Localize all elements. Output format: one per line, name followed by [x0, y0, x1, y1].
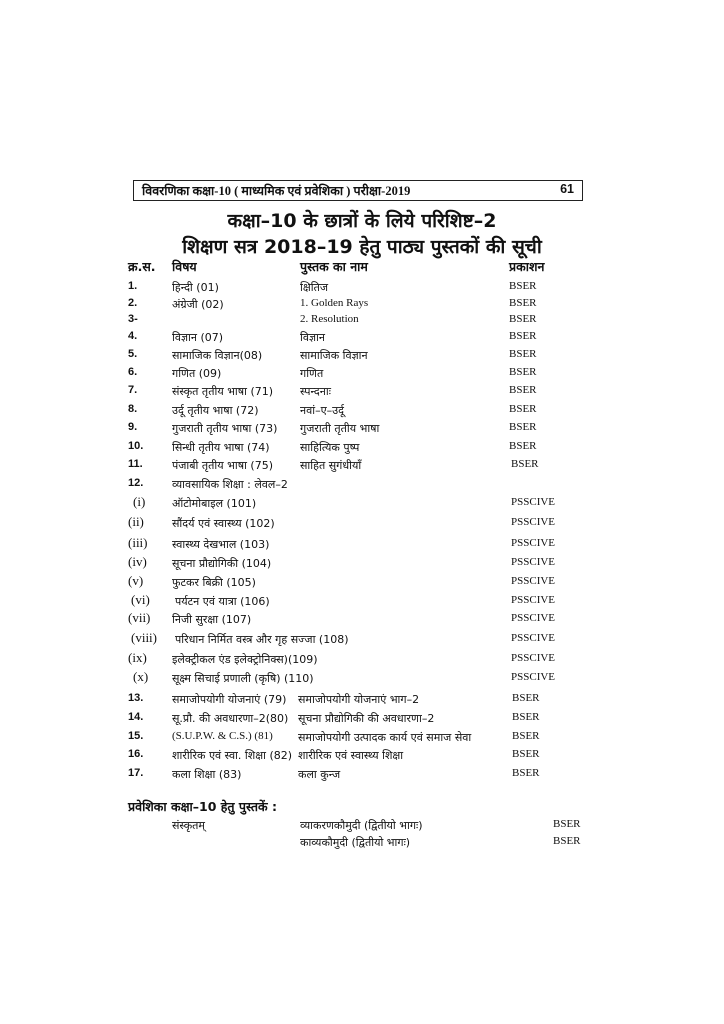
vocational-publisher: PSSCIVE — [511, 612, 556, 624]
vocational-publisher: PSSCIVE — [511, 632, 556, 644]
row-book-name: कला कुन्ज — [298, 768, 341, 781]
vocational-serial-number: (ix) — [128, 650, 147, 665]
vocational-publisher: PSSCIVE — [511, 652, 556, 664]
row-publisher: BSER — [509, 384, 537, 396]
vocational-serial-number: (v) — [128, 573, 144, 588]
vocational-publisher: PSSCIVE — [511, 575, 556, 587]
vocational-subject: सौंदर्य एवं स्वास्थ्य (102) — [172, 517, 275, 530]
row-publisher: BSER — [511, 458, 539, 470]
vocational-serial-number: (iii) — [128, 535, 148, 550]
row-publisher: BSER — [509, 348, 537, 360]
row-publisher: BSER — [509, 403, 537, 415]
vocational-subject: फुटकर बिक्री (105) — [172, 576, 256, 589]
row-subject: अंग्रेजी (02) — [172, 298, 224, 311]
row-serial-number: 11. — [128, 458, 143, 470]
column-header-subject: विषय — [172, 259, 197, 274]
row-serial-number: 2. — [128, 297, 138, 309]
row-publisher: BSER — [509, 366, 537, 378]
row-serial-number: 17. — [128, 767, 144, 779]
vocational-serial-number: (vi) — [131, 592, 150, 607]
row-serial-number: 9. — [128, 421, 138, 433]
row-book-name: गुजराती तृतीय भाषा — [300, 422, 380, 435]
vocational-publisher: PSSCIVE — [511, 537, 556, 549]
row-subject: कला शिक्षा (83) — [172, 768, 242, 781]
row-serial-number: 7. — [128, 384, 138, 396]
row-publisher: BSER — [512, 730, 540, 742]
row-subject: गुजराती तृतीय भाषा (73) — [172, 422, 278, 435]
row-serial-number: 6. — [128, 366, 138, 378]
row-publisher: BSER — [509, 421, 537, 433]
vocational-serial-number: (x) — [133, 669, 149, 684]
row-publisher: BSER — [509, 440, 537, 452]
row-book-name: साहित सुगंधीयाँ — [300, 459, 362, 472]
row-serial-number: 1. — [128, 280, 138, 292]
vocational-serial-number: (viii) — [131, 630, 157, 645]
running-header — [133, 180, 583, 201]
row-publisher: BSER — [509, 330, 537, 342]
row-book-name: नवां–ए–उर्दू — [300, 404, 345, 417]
row-serial-number: 15. — [128, 730, 144, 742]
row-subject: शारीरिक एवं स्वा. शिक्षा (82) — [172, 749, 293, 762]
title-line-2: शिक्षण सत्र 2018–19 हेतु पाठ्य पुस्तकों की सूची — [182, 236, 542, 258]
row-serial-number: 16. — [128, 748, 144, 760]
vocational-publisher: PSSCIVE — [511, 556, 556, 568]
row-serial-number: 12. — [128, 477, 144, 489]
row-subject: व्यावसायिक शिक्षा : लेवल–2 — [172, 478, 288, 491]
row-publisher: BSER — [509, 297, 537, 309]
praveshika-book-title: व्याकरणकौमुदी (द्वितीयो भागः) — [300, 819, 423, 832]
row-serial-number: 5. — [128, 348, 138, 360]
header-text: विवरणिका कक्षा-10 ( माध्यमिक एवं प्रवेशिका ) परीक्षा-2019 — [142, 184, 411, 198]
row-publisher: BSER — [512, 748, 540, 760]
vocational-subject: सूक्ष्म सिचाई प्रणाली (कृषि) (110) — [172, 672, 314, 685]
row-book-name: सूचना प्रौद्योगिकी की अवधारणा–2 — [298, 712, 435, 725]
vocational-serial-number: (iv) — [128, 554, 147, 569]
row-serial-number: 14. — [128, 711, 144, 723]
vocational-subject: ऑटोमोबाइल (101) — [172, 497, 257, 510]
row-book-name: स्पन्दनाः — [300, 385, 331, 398]
row-book-name: समाजोपयोगी उत्पादक कार्य एवं समाज सेवा — [298, 731, 472, 744]
column-header-sn: क्र.स. — [128, 259, 156, 274]
vocational-publisher: PSSCIVE — [511, 671, 556, 683]
row-subject: सू.प्रौ. की अवधारणा–2(80) — [172, 712, 289, 725]
praveshika-book-publisher: BSER — [553, 835, 581, 847]
row-book-name: 2. Resolution — [300, 313, 359, 325]
vocational-subject: सूचना प्रौद्योगिकी (104) — [172, 557, 272, 570]
praveshika-book-title: काव्यकौमुदी (द्वितीयो भागः) — [300, 836, 411, 849]
vocational-serial-number: (vii) — [128, 610, 151, 625]
row-subject: हिन्दी (01) — [172, 281, 219, 294]
praveshika-book-publisher: BSER — [553, 818, 581, 830]
praveshika-subject: संस्कृतम् — [172, 819, 206, 832]
vocational-subject: इलेक्ट्रीकल एंड इलेक्ट्रोनिक्स)(109) — [172, 653, 318, 666]
vocational-subject: पर्यटन एवं यात्रा (106) — [175, 595, 270, 608]
row-publisher: BSER — [512, 711, 540, 723]
vocational-subject: निजी सुरक्षा (107) — [172, 613, 252, 626]
row-subject: समाजोपयोगी योजनाएं (79) — [172, 693, 287, 706]
row-subject: सिन्धी तृतीय भाषा (74) — [172, 441, 270, 454]
row-subject: पंजाबी तृतीय भाषा (75) — [172, 459, 274, 472]
row-book-name: 1. Golden Rays — [300, 297, 369, 309]
vocational-subject: स्वास्थ्य देखभाल (103) — [172, 538, 270, 551]
row-book-name: सामाजिक विज्ञान — [300, 349, 368, 362]
vocational-publisher: PSSCIVE — [511, 496, 556, 508]
row-book-name: साहित्यिक पुष्प — [300, 441, 360, 454]
vocational-serial-number: (ii) — [128, 514, 144, 529]
row-serial-number: 4. — [128, 330, 138, 342]
row-book-name: गणित — [300, 367, 324, 380]
vocational-publisher: PSSCIVE — [511, 594, 556, 606]
page-number: 61 — [560, 182, 574, 196]
vocational-publisher: PSSCIVE — [511, 516, 556, 528]
column-header-book: पुस्तक का नाम — [300, 259, 368, 274]
title-line-1: कक्षा–10 के छात्रों के लिये परिशिष्ट–2 — [227, 210, 497, 232]
row-publisher: BSER — [512, 767, 540, 779]
row-subject: सामाजिक विज्ञान(08) — [172, 349, 263, 362]
vocational-subject: परिधान निर्मित वस्त्र और गृह सज्जा (108) — [175, 633, 349, 646]
row-book-name: क्षितिज — [300, 281, 329, 294]
row-subject: उर्दू तृतीय भाषा (72) — [172, 404, 259, 417]
row-subject: विज्ञान (07) — [172, 331, 224, 344]
row-serial-number: 13. — [128, 692, 144, 704]
row-publisher: BSER — [509, 313, 537, 325]
row-subject: संस्कृत तृतीय भाषा (71) — [172, 385, 274, 398]
row-book-name: शारीरिक एवं स्वास्थ्य शिक्षा — [298, 749, 404, 762]
row-serial-number: 8. — [128, 403, 138, 415]
vocational-serial-number: (i) — [133, 494, 146, 509]
row-subject: (S.U.P.W. & C.S.) (81) — [172, 730, 273, 742]
row-publisher: BSER — [509, 280, 537, 292]
praveshika-heading: प्रवेशिका कक्षा–10 हेतु पुस्तकें : — [128, 799, 277, 814]
row-serial-number: 10. — [128, 440, 144, 452]
row-book-name: विज्ञान — [300, 331, 325, 344]
row-publisher: BSER — [512, 692, 540, 704]
row-serial-number: 3- — [128, 313, 138, 325]
row-subject: गणित (09) — [172, 367, 222, 380]
column-header-publisher: प्रकाशन — [509, 259, 545, 274]
row-book-name: समाजोपयोगी योजनाएं भाग–2 — [298, 693, 420, 706]
